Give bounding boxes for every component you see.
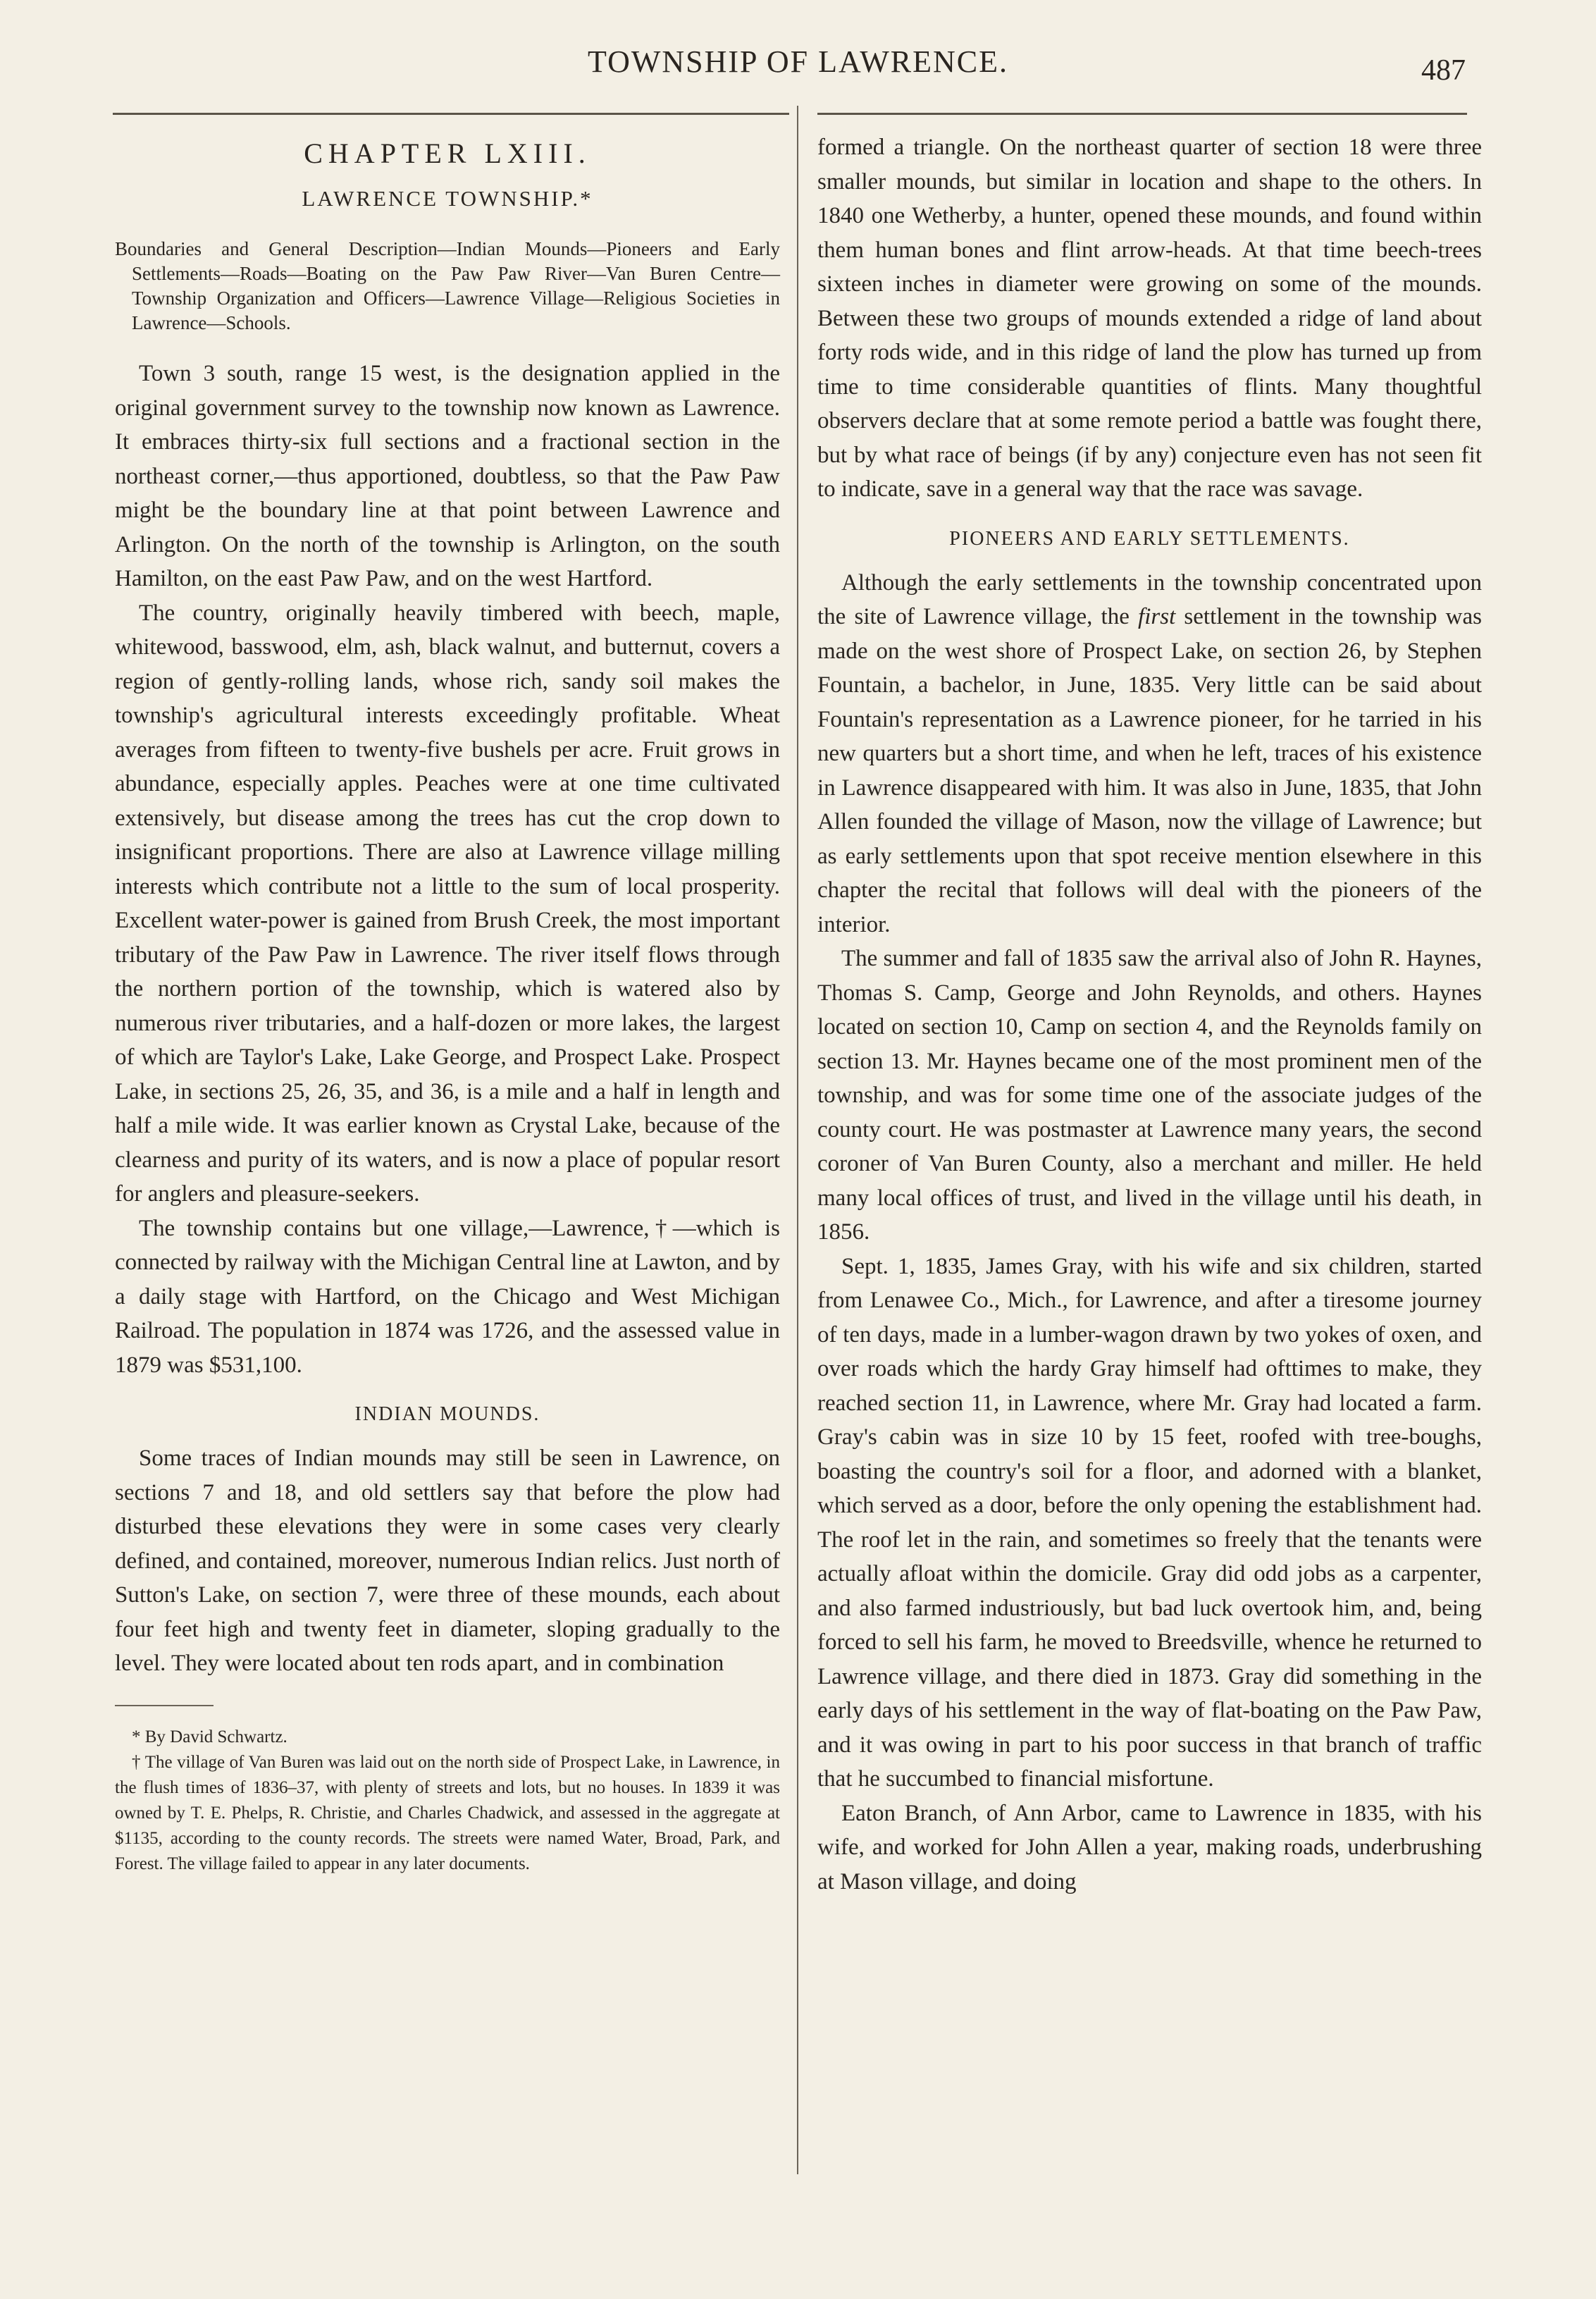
footnote-rule bbox=[115, 1705, 214, 1706]
paragraph: The country, originally heavily timbered with beech, maple, whitewood, basswood, elm, ash, black walnut, and butternut, covers a region of gently-rolling lands, whose rich, sandy soil makes the township's agricultural interests exceedingly profitable. Wheat averages from fifteen to twenty-five bushels per acre. Fruit grows in abundance, especially apples. Peaches were at one time cultivated extensively, but disease among the trees has cut the crop down to insignificant proportions. There are also at Lawrence village milling interests which contribute not a little to the sum of local prosperity. Excellent water-power is gained from Brush Creek, the most important tributary of the Paw Paw in Lawrence. The river itself flows through the northern portion of the township, which is watered also by numerous river tributaries, and a half-dozen or more lakes, the largest of which are Taylor's Lake, Lake George, and Prospect Lake. Prospect Lake, in sections 25, 26, 35, and 36, is a mile and a half in length and half a mile wide. It was earlier known as Crystal Lake, because of the clearness and purity of its waters, and is now a place of popular resort for anglers and pleasure-seekers. bbox=[115, 600, 780, 1207]
paragraph: Some traces of Indian mounds may still be seen in Lawrence, on sections 7 and 18, and old settlers say that before the plow had disturbed these elevations they were in some cases very clearly defined, and contained, moreover, numerous Indian relics. Just north of Sutton's Lake, on section 7, were three of these mounds, each about four feet high and twenty feet in diameter, sloping gradually to the level. They were located about ten rods apart, and in combination bbox=[115, 1446, 780, 1676]
paragraph-text: settlement in the township was made on the west shore of Prospect Lake, on section 26, by Stephen Fountain, a bachelor, in June, 1835. Very little can be said about Fountain's representation as a Lawrence pioneer, for he tarried in his new quarters but a short time, and when he left, traces of his existence in Lawrence disappeared with him. It was also in June, 1835, that John Allen founded the village of Mason, now the village of Lawrence; but as early settlements upon that spot receive mention elsewhere in this chapter the recital that follows will deal with the pioneers of the interior. bbox=[817, 604, 1483, 937]
paragraph: formed a triangle. On the northeast quarter of section 18 were three smaller mounds, but similar in location and shape to the others. In 1840 one Wetherby, a hunter, opened these mounds, and found within them human bones and flint arrow-heads. At that time beech-trees sixteen inches in diameter were growing on some of the mounds. Between these two groups of mounds extended a ridge of land about forty rods wide, and in this ridge of land the plow has turned up from time to time considerable quantities of flints. Many thoughtful observers declare that at some remote period a battle was fought there, but by what race of beings (if by any) conjecture even has not seen fit to indicate, save in a general way that the race was savage. bbox=[817, 135, 1482, 502]
header-rule-right bbox=[817, 113, 1467, 115]
footnote: * By David Schwartz. bbox=[132, 1727, 287, 1746]
paragraph: The summer and fall of 1835 saw the arrival also of John R. Haynes, Thomas S. Camp, George and John Reynolds, and others. Haynes located on section 10, Camp on section 4, and the Reynolds family on section 13. Mr. Haynes became one of the most prominent men of the township, and was for some time one of the associate judges of the county court. He was postmaster at Lawrence many years, the second coroner of Van Buren County, also a merchant and miller. He held many local offices of trust, and lived in the village until his death, in 1856. bbox=[817, 946, 1482, 1245]
chapter-synopsis: Boundaries and General Description—Indian Mounds—Pioneers and Early Settlements—Roads—Boating on the Paw Paw River—Van Buren Centre—Township Organization and Officers—Lawrence Village—Religious Societies in Lawrence—Schools. bbox=[115, 238, 780, 333]
page-header bbox=[0, 44, 1596, 86]
right-column bbox=[817, 130, 1482, 1899]
left-column bbox=[115, 127, 780, 1877]
paragraph: Town 3 south, range 15 west, is the designation applied in the original government survey to the township now known as Lawrence. It embraces thirty-six full sections and a fractional section in the northeast corner,—thus apportioned, doubtless, so that the Paw Paw might be the boundary line at that point between Lawrence and Arlington. On the north of the township is Arlington, on the south Hamilton, on the east Paw Paw, and on the west Hartford. bbox=[115, 361, 780, 591]
paragraph-text: Although the early settlements in the township concentrated upon the site of Lawrence village, the bbox=[817, 569, 1482, 629]
chapter-subtitle: LAWRENCE TOWNSHIP.* bbox=[302, 186, 593, 211]
header-rule-left bbox=[113, 113, 789, 115]
emphasis-text: first bbox=[1138, 604, 1176, 629]
paragraph: Eaton Branch, of Ann Arbor, came to Lawrence in 1835, with his wife, and worked for John Allen a year, making roads, underbrushing at Mason village, and doing bbox=[817, 1800, 1482, 1894]
section-heading-pioneers: PIONEERS AND EARLY SETTLEMENTS. bbox=[949, 527, 1350, 550]
page-number: 487 bbox=[1421, 54, 1466, 87]
paragraph: The township contains but one village,—Lawrence,†—which is connected by railway with the Michigan Central line at Lawton, and by a daily stage with Hartford, on the Chicago and West Michigan Railroad. The population in 1874 was 1726, and the assessed value in 1879 was $531,100. bbox=[115, 1215, 780, 1378]
column-divider bbox=[797, 106, 798, 2174]
paragraph bbox=[817, 566, 1482, 942]
paragraph: Sept. 1, 1835, James Gray, with his wife and six children, started from Lenawee Co., Mich., for Lawrence, and after a tiresome journey of ten days, made in a lumber-wagon drawn by two yokes of oxen, and over roads which the hardy Gray himself had ofttimes to make, they reached section 11, in Lawrence, where Mr. Gray had located a farm. Gray's cabin was in size 10 by 15 feet, roofed with tree-boughs, boasting the country's soil for a floor, and adorned with a blanket, which served as a door, before the only opening the establishment had. The roof let in the rain, and sometimes so freely that the tenants were actually afloat within the domicile. Gray did odd jobs as a carpenter, and also farmed industriously, but bad luck overtook him, and, being forced to sell his farm, he moved to Breedsville, whence he returned to Lawrence village, and there died in 1873. Gray did something in the early days of his settlement in the way of flat-boating on the Paw Paw, and it was owing in part to his poor success in that branch of traffic that he succumbed to financial misfortune. bbox=[817, 1253, 1482, 1792]
running-head: TOWNSHIP OF LAWRENCE. bbox=[587, 44, 1009, 79]
chapter-title: CHAPTER LXIII. bbox=[304, 137, 591, 169]
footnote: † The village of Van Buren was laid out on the north side of Prospect Lake, in Lawrence, in the flush times of 1836–37, with plenty of streets and lots, but no houses. In 1839 it was owned by T. E. Phelps, R. Christie, and Charles Chadwick, and assessed in the aggregate at $1135, according to the county records. The streets were named Water, Broad, Park, and Forest. The village failed to appear in any later documents. bbox=[115, 1752, 780, 1873]
section-heading-indian-mounds: INDIAN MOUNDS. bbox=[354, 1403, 540, 1425]
